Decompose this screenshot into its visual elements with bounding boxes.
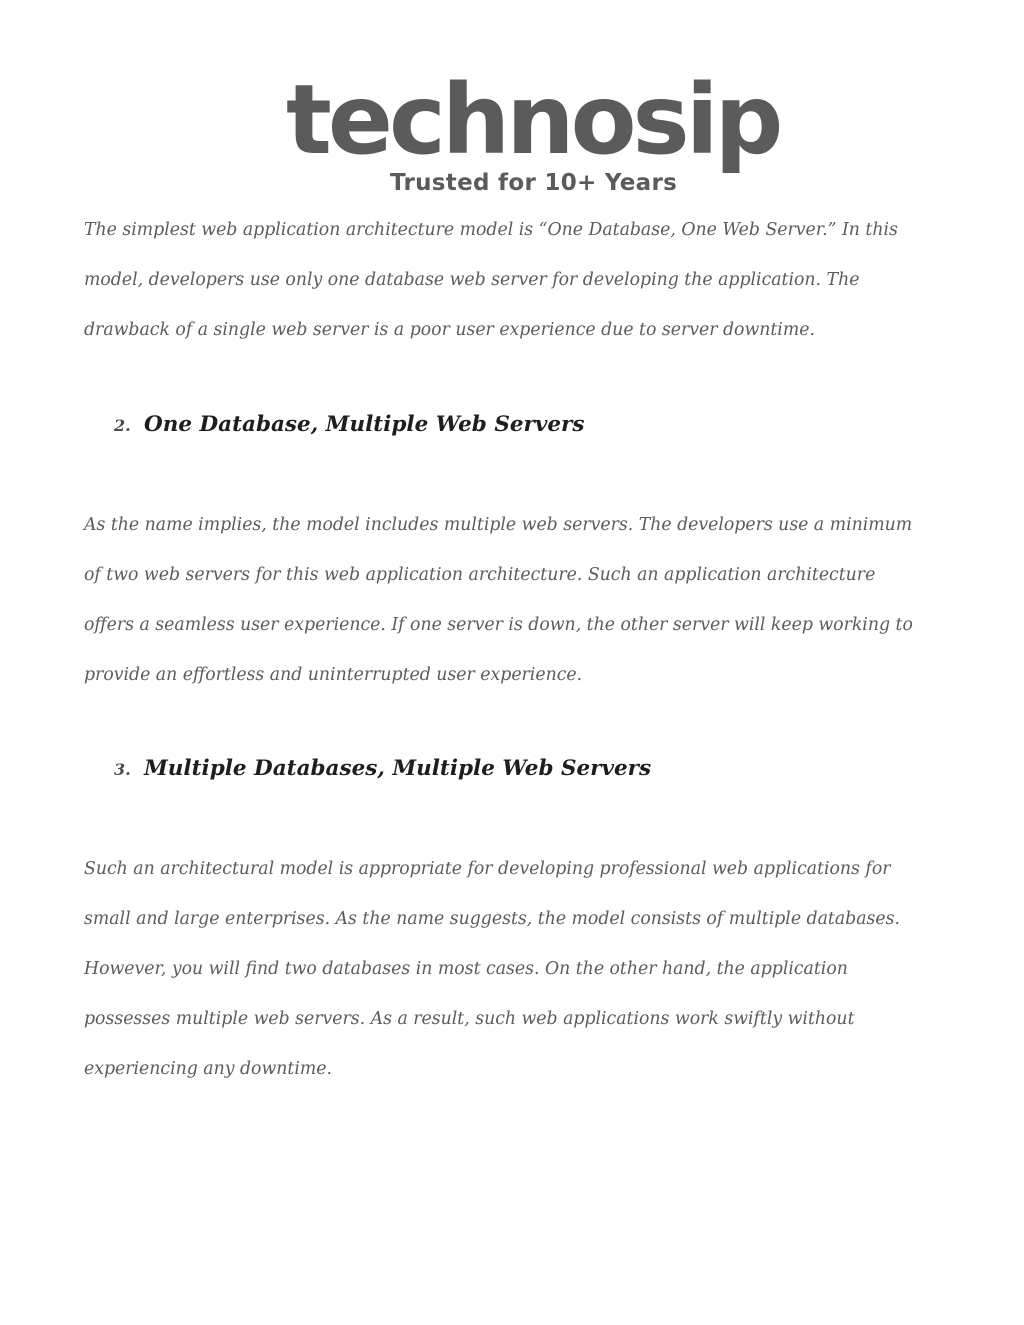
section-2-heading [114,408,584,437]
paragraph-line: offers a seamless user experience. If one server is down, the other server will keep working to [84,615,913,635]
logo-wordmark: technosip [286,64,780,176]
section-3-title: Multiple Databases, Multiple Web Servers [144,756,652,781]
paragraph-line: possesses multiple web servers. As a result, such web applications work swiftly without [84,1009,855,1029]
section-3-number: 3. [114,760,131,779]
technosip-logo [286,64,780,200]
section-2-number: 2. [114,416,131,435]
section-3-paragraph [84,844,944,1094]
paragraph-line: drawback of a single web server is a poor user experience due to server downtime. [84,320,815,340]
paragraph-line: The simplest web application architecture model is “One Database, One Web Server.” In this [84,220,898,240]
paragraph-line: experiencing any downtime. [84,1059,332,1079]
section-2-title: One Database, Multiple Web Servers [144,412,585,437]
logo-tagline: Trusted for 10+ Years [390,170,678,196]
paragraph-line: small and large enterprises. As the name suggests, the model consists of multiple databases. [84,909,900,929]
section-2-paragraph [84,500,944,700]
paragraph-line: As the name implies, the model includes multiple web servers. The developers use a minimum [84,515,913,535]
paragraph-line: However, you will find two databases in most cases. On the other hand, the application [84,959,848,979]
paragraph-line: provide an effortless and uninterrupted user experience. [84,665,583,685]
paragraph-line: model, developers use only one database web server for developing the application. The [84,270,860,290]
paragraph-line: of two web servers for this web application architecture. Such an application architecture [84,565,876,585]
paragraph-line: Such an architectural model is appropriate for developing professional web applications for [84,859,891,879]
intro-paragraph [84,205,944,355]
section-3-heading [114,752,651,781]
